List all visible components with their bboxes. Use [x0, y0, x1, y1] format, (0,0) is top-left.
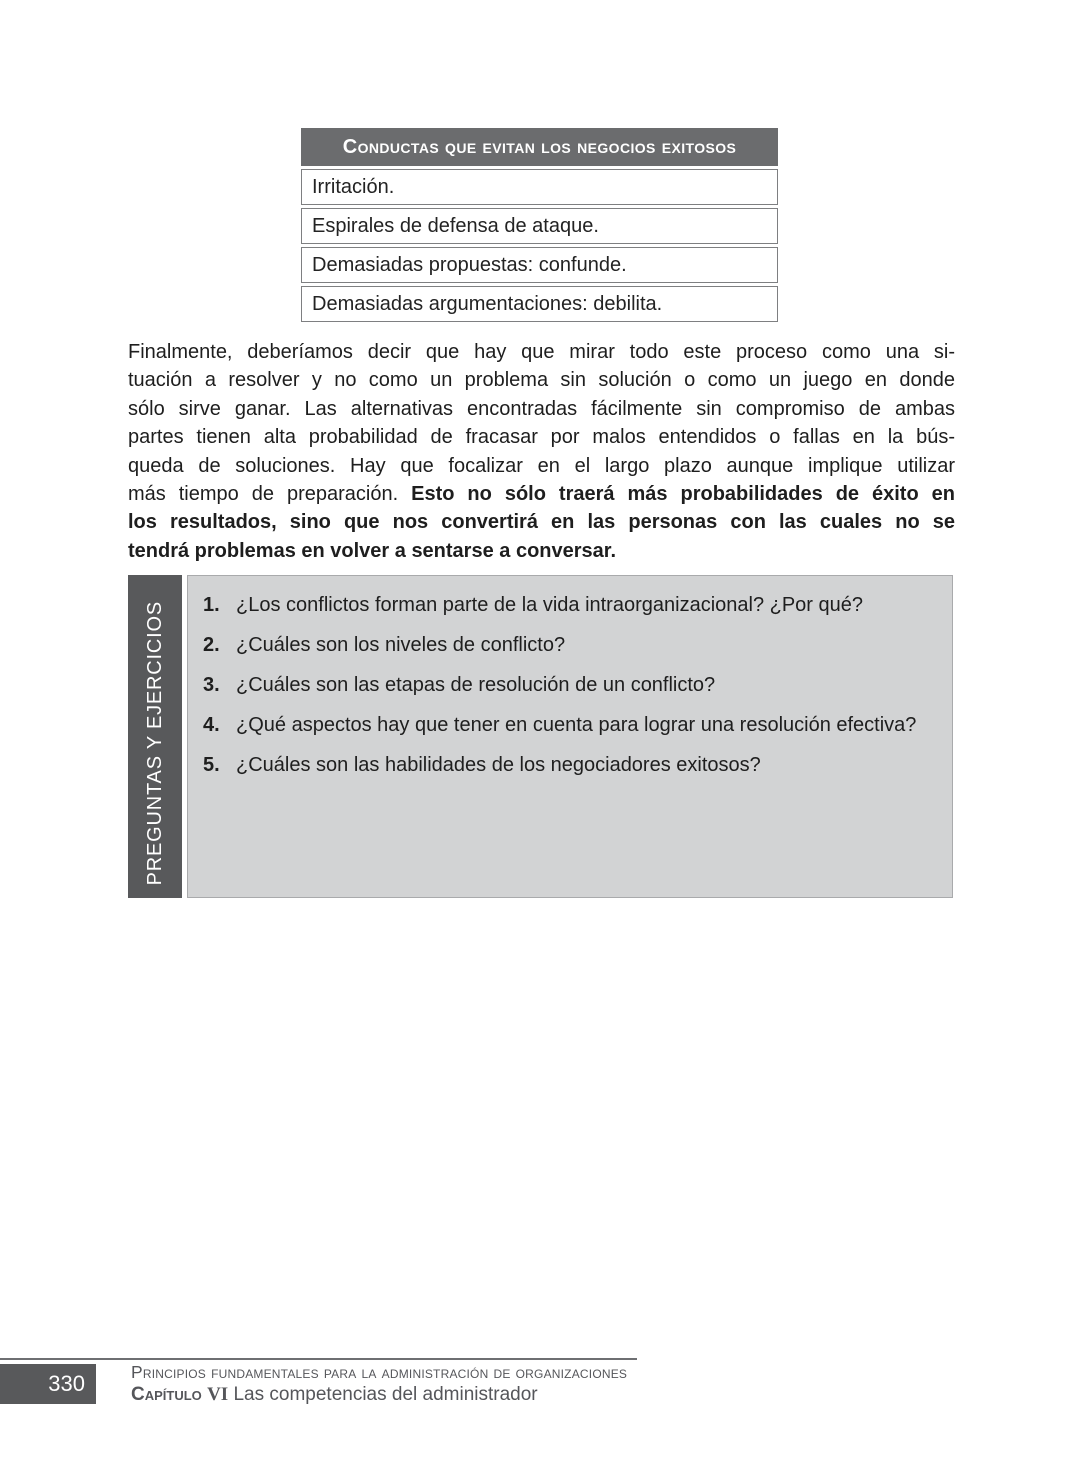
question-text: ¿Qué aspectos hay que tener en cuenta para lograr una resolución efectiva?: [236, 714, 917, 736]
paragraph-line: [128, 338, 955, 366]
paragraph-segment: Finalmente, deberíamos decir que hay que mirar todo este proceso como una si-: [128, 341, 955, 363]
question-item: [203, 671, 938, 699]
closing-paragraph: [128, 338, 955, 565]
paragraph-segment: tuación a resolver y no como un problema sin solución o como un juego en donde: [128, 369, 955, 392]
footer-book-title: Principios fundamentales para la administración de organizaciones: [131, 1362, 628, 1382]
question-number: 1.: [203, 594, 220, 616]
paragraph-bold-segment: los resultados, sino que nos convertirá en las personas con las cuales no se: [128, 511, 955, 534]
question-text: ¿Cuáles son los niveles de conflicto?: [236, 634, 566, 656]
question-item: [203, 631, 938, 659]
question-text: ¿Cuáles son las habilidades de los negociadores exitosos?: [236, 754, 761, 776]
footer-chapter-number: VI: [207, 1384, 229, 1405]
paragraph-segment: queda de soluciones. Hay que focalizar en el largo plazo aunque implique utilizar: [128, 454, 955, 477]
table-row: Espirales de defensa de ataque.: [301, 208, 778, 244]
questions-box: [128, 575, 953, 898]
question-item: [203, 711, 938, 739]
paragraph-line: [128, 480, 955, 508]
paragraph-line: [128, 423, 955, 451]
paragraph-bold-segment: Esto no sólo traerá más probabilidades de éxito en: [411, 483, 955, 506]
question-number: 3.: [203, 674, 220, 696]
questions-box-content: [187, 575, 953, 898]
question-number: 2.: [203, 634, 220, 656]
conducts-table: [301, 128, 778, 322]
question-number: 5.: [203, 754, 220, 776]
paragraph-line: [128, 452, 955, 480]
paragraph-segment: partes tienen alta probabilidad de fracasar por malos entendidos o fallas en la bús-: [128, 426, 955, 449]
paragraph-line: [128, 366, 955, 394]
question-number: 4.: [203, 714, 220, 736]
footer-text: [131, 1362, 627, 1406]
questions-box-sidebar-label: PREGUNTAS Y EJERCICIOS: [143, 600, 166, 885]
conducts-table-header: Conductas que evitan los negocios exitosos: [301, 128, 778, 166]
table-row: Demasiadas propuestas: confunde.: [301, 247, 778, 283]
questions-box-sidebar: [128, 575, 182, 898]
question-text: ¿Cuáles son las etapas de resolución de un conflicto?: [236, 674, 716, 696]
paragraph-bold-segment: tendrá problemas en volver a sentarse a conversar.: [128, 539, 617, 562]
footer-chapter-line: [131, 1383, 627, 1406]
question-item: [203, 751, 938, 779]
paragraph-segment: sólo sirve ganar. Las alternativas encontradas fácilmente sin compromiso de ambas: [128, 397, 955, 420]
question-text: ¿Los conflictos forman parte de la vida intraorganizacional? ¿Por qué?: [236, 594, 864, 616]
paragraph-segment: más tiempo de preparación.: [128, 483, 412, 506]
table-row: Demasiadas argumentaciones: debilita.: [301, 286, 778, 322]
footer-rule: [0, 1358, 637, 1360]
paragraph-line: [128, 537, 955, 565]
footer-chapter-word: Capítulo: [131, 1384, 202, 1405]
page-number: 330: [0, 1364, 96, 1404]
paragraph-line: [128, 395, 955, 423]
table-row: Irritación.: [301, 169, 778, 205]
conducts-table-body: [301, 169, 778, 322]
footer-chapter-title: Las competencias del administrador: [233, 1384, 538, 1405]
question-item: [203, 591, 938, 619]
paragraph-line: [128, 508, 955, 536]
